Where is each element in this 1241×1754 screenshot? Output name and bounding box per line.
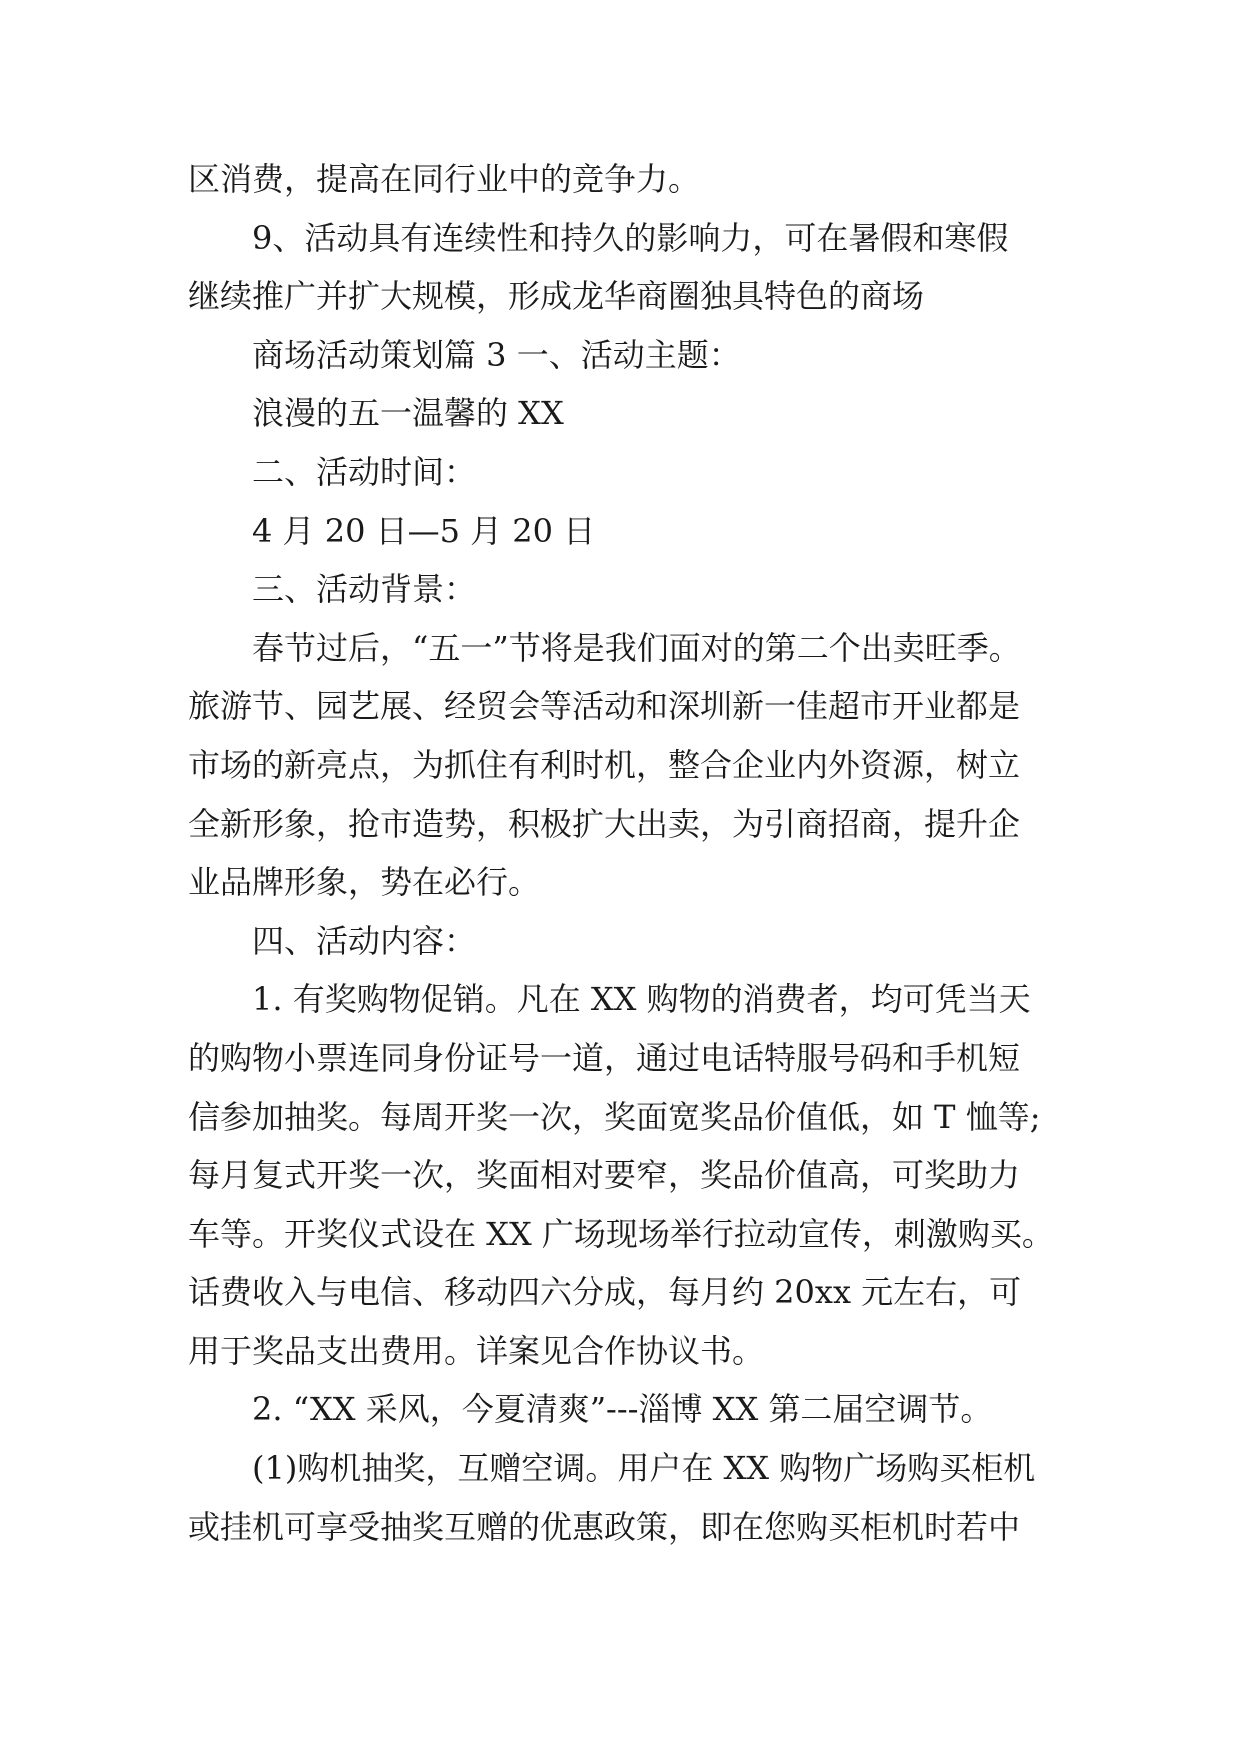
paragraph-line: (1)购机抽奖，互赠空调。用户在 XX 购物广场购买柜机 <box>252 1449 1036 1488</box>
paragraph-line: 2. “XX 采风，今夏清爽”---淄博 XX 第二届空调节。 <box>252 1390 993 1429</box>
paragraph-line: 市场的新亮点，为抓住有利时机，整合企业内外资源，树立 <box>188 745 1021 784</box>
paragraph-line: 1. 有奖购物促销。凡在 XX 购物的消费者，均可凭当天 <box>252 980 1031 1019</box>
section-heading: 二、活动时间： <box>252 452 477 491</box>
section-heading: 四、活动内容： <box>252 921 477 960</box>
paragraph-line: 的购物小票连同身份证号一道，通过电话特服号码和手机短 <box>188 1038 1021 1077</box>
paragraph-line: 车等。开奖仪式设在 XX 广场现场举行拉动宣传，刺激购买。 <box>188 1214 1054 1253</box>
paragraph-line: 继续推广并扩大规模，形成龙华商圈独具特色的商场 <box>188 277 925 316</box>
paragraph-line: 或挂机可享受抽奖互赠的优惠政策，即在您购买柜机时若中 <box>188 1507 1021 1546</box>
paragraph-line: 9、活动具有连续性和持久的影响力，可在暑假和寒假 <box>252 218 1009 257</box>
paragraph-line: 每月复式开奖一次，奖面相对要窄，奖品价值高，可奖助力 <box>188 1156 1021 1195</box>
paragraph-line: 信参加抽奖。每周开奖一次，奖面宽奖品价值低，如 T 恤等; <box>188 1097 1041 1136</box>
paragraph-line: 4 月 20 日—5 月 20 日 <box>252 511 596 550</box>
section-heading: 商场活动策划篇 3 一、活动主题： <box>252 335 741 374</box>
paragraph-line: 全新形象，抢市造势，积极扩大出卖，为引商招商，提升企 <box>188 804 1021 843</box>
paragraph-line: 话费收入与电信、移动四六分成，每月约 20xx 元左右，可 <box>188 1273 1022 1312</box>
section-heading: 三、活动背景： <box>252 570 477 609</box>
paragraph-line: 春节过后，“五一”节将是我们面对的第二个出卖旺季。 <box>252 628 1021 667</box>
paragraph-line: 用于奖品支出费用。详案见合作协议书。 <box>188 1331 765 1370</box>
paragraph-line: 浪漫的五一温馨的 XX <box>252 394 564 433</box>
paragraph-line: 业品牌形象，势在必行。 <box>188 863 541 902</box>
paragraph-line: 区消费，提高在同行业中的竞争力。 <box>188 160 701 198</box>
paragraph-line: 旅游节、园艺展、经贸会等活动和深圳新一佳超市开业都是 <box>188 687 1021 726</box>
document-body <box>188 150 1058 1556</box>
